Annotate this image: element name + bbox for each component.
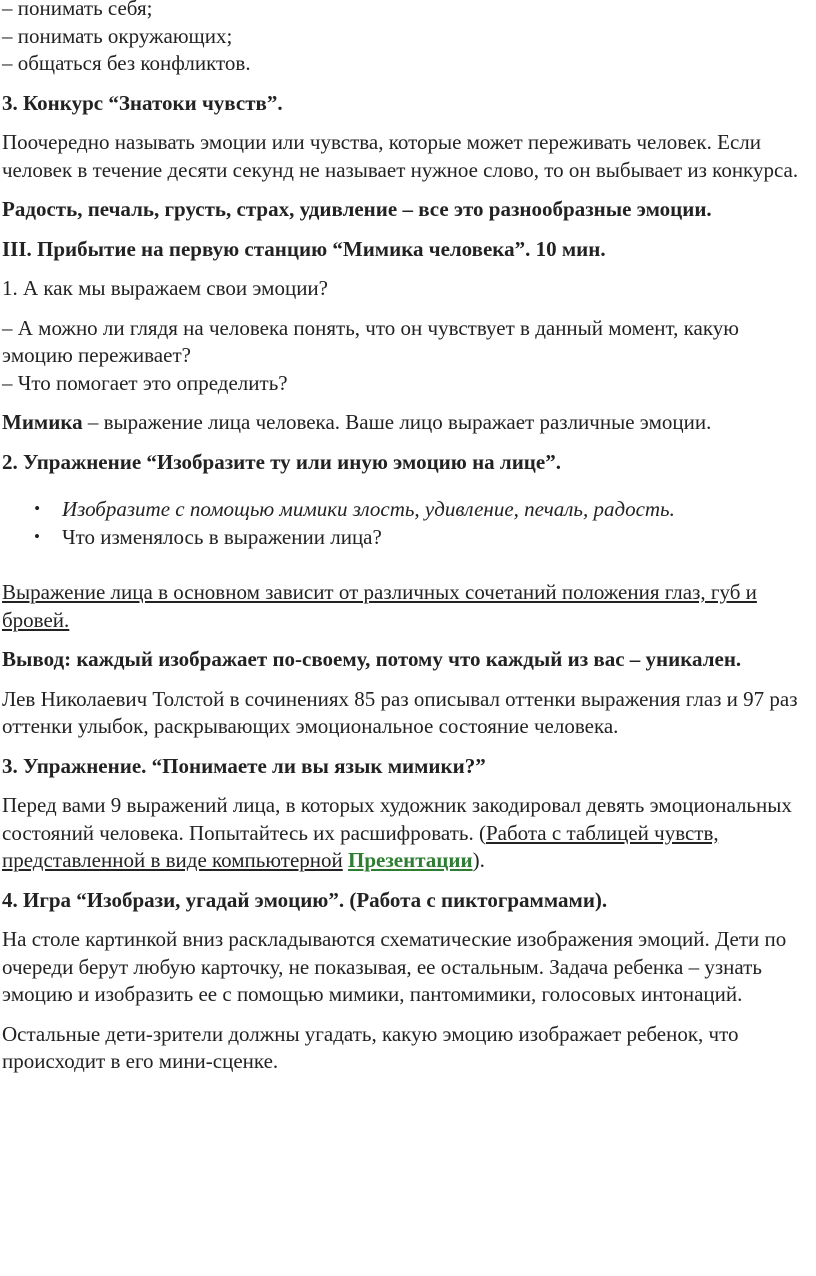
exercise2-bullets — [2, 496, 814, 551]
final-text: Остальные дети-зрители должны угадать, какую эмоцию изображает ребенок, что происходит в его мини-сценке. — [2, 1021, 739, 1073]
question-1: 1. А как мы выражаем свои эмоции? — [2, 276, 328, 300]
station-heading: III. Прибытие на первую станцию “Мимика человека”. 10 мин. — [2, 236, 606, 261]
exercise3-text — [2, 792, 814, 875]
exercise3-link[interactable]: Работа с таблицей чувств, представленной в виде компьютерной — [2, 820, 719, 872]
emotions-bold: Радость, печаль, грусть, страх, удивление – все это разнообразные эмоции. — [2, 197, 712, 221]
contest-heading: 3. Конкурс “Знатоки чувств”. — [2, 90, 283, 115]
game4-text: На столе картинкой вниз раскладываются схематические изображения эмоций. Дети по очереди берут любую карточку, не показывая, ее остальным. Задача ребенка – узнать эмоцию и изобразить ее с помощью мимики, пантомимики, голосовых интонаций. — [2, 927, 787, 1006]
exercise3-body: Перед вами 9 выражений лица, в которых художник закодировал девять эмоциональных состояний человека. Попытайтесь их расшифровать. ( — [2, 793, 792, 845]
intro-line: – общаться без конфликтов. — [2, 51, 251, 75]
bullet-item: • Изобразите с помощью мимики злость, удивление, печаль, радость. — [62, 496, 814, 524]
mimika-term: Мимика — [2, 410, 83, 434]
question-line: – А можно ли глядя на человека понять, что он чувствует в данный момент, какую эмоцию переживает? — [2, 315, 739, 367]
mimika-definition — [2, 409, 814, 437]
bullet-item: • Что изменялось в выражении лица? — [62, 524, 814, 552]
questions-block — [2, 315, 814, 398]
intro-line: – понимать себя; — [2, 0, 153, 20]
intro-line: – понимать окружающих; — [2, 23, 233, 48]
tolstoy-text: Лев Николаевич Толстой в сочинениях 85 раз описывал оттенки выражения глаз и 97 раз оттенки улыбок, раскрывающих эмоциональное состояние человека. — [2, 686, 798, 738]
contest-text: Поочередно называть эмоции или чувства, которые может переживать человек. Если человек в течение десяти секунд не называет нужное слово, то он выбывает из конкурса. — [2, 130, 799, 182]
question-line: – Что помогает это определить? — [2, 370, 288, 395]
intro-list — [2, 0, 814, 78]
exercise3-heading: 3. Упражнение. “Понимаете ли вы язык мимики?” — [2, 753, 486, 778]
underlined-text: Выражение лица в основном зависит от различных сочетаний положения глаз, губ и бровей. — [2, 580, 757, 632]
exercise2-heading: 2. Упражнение “Изобразите ту или иную эмоцию на лице”. — [2, 449, 561, 474]
presentation-link[interactable]: Презентации — [348, 848, 473, 872]
exercise3-close: ). — [472, 848, 485, 872]
conclusion: Вывод: каждый изображает по-своему, потому что каждый из вас – уникален. — [2, 647, 742, 671]
mimika-def: – выражение лица человека. Ваше лицо выражает различные эмоции. — [82, 410, 712, 434]
game4-heading: 4. Игра “Изобрази, угадай эмоцию”. (Работа с пиктограммами). — [2, 887, 608, 912]
